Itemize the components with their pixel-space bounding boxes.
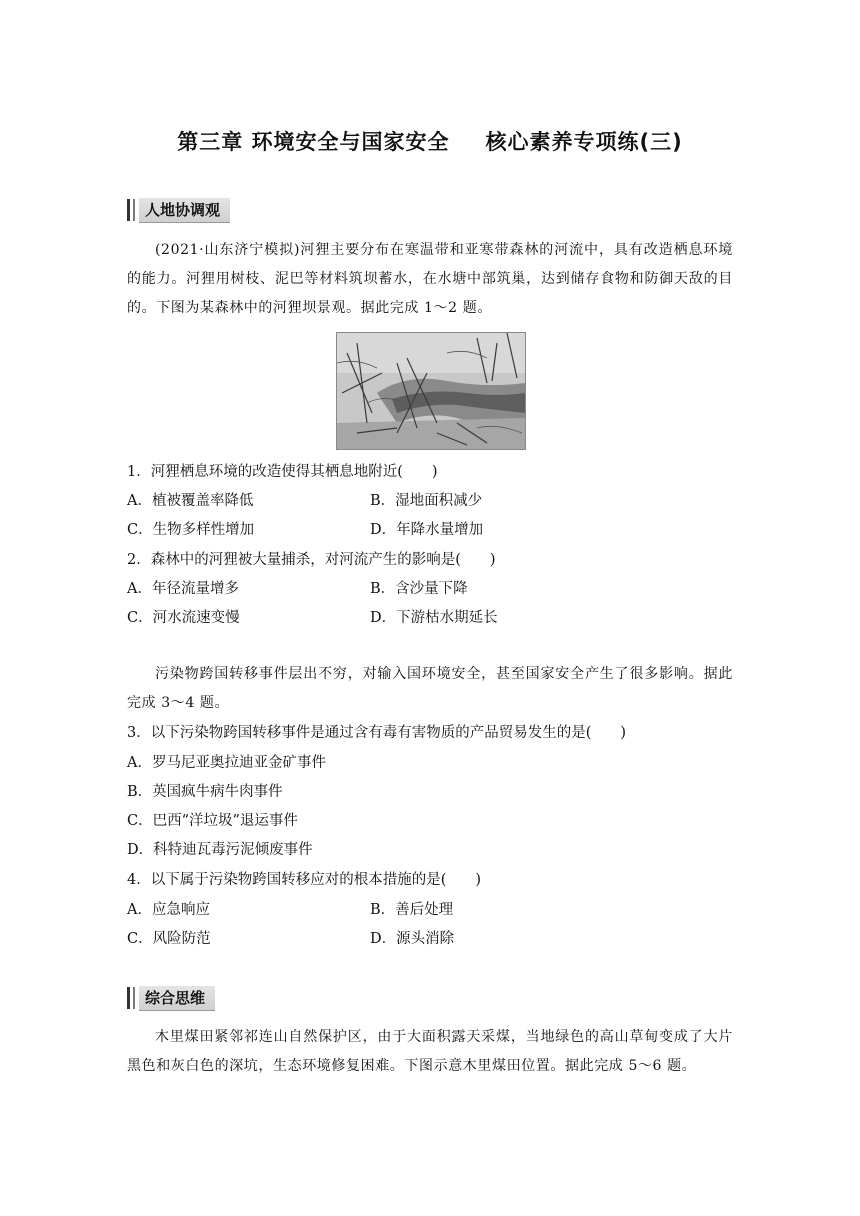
q4-option-b[interactable]: B．善后处理 xyxy=(370,902,454,918)
question-1: 1．河狸栖息环境的改造使得其栖息地附近( ) xyxy=(127,464,438,480)
q4-option-c[interactable]: C．风险防范 xyxy=(127,931,211,947)
question-4: 4．以下属于污染物跨国转移应对的根本措施的是( ) xyxy=(127,872,482,888)
section-tag-1 xyxy=(127,198,230,222)
intro-paragraph-3: 木里煤田紧邻祁连山自然保护区，由于大面积露天采煤，当地绿色的高山草甸变成了大片黑色和灰白色的深坑，生态环境修复困难。下图示意木里煤田位置。据此完成 5～6 题。 xyxy=(127,1029,733,1074)
intro-paragraph-2: 污染物跨国转移事件层出不穷，对输入国环境安全，甚至国家安全产生了很多影响。据此完成 3～4 题。 xyxy=(127,666,733,711)
q2-option-b[interactable]: B．含沙量下降 xyxy=(370,581,468,597)
q3-option-d[interactable]: D．科特迪瓦毒污泥倾废事件 xyxy=(127,842,313,858)
q2-option-c[interactable]: C．河水流速变慢 xyxy=(127,610,240,626)
section-tag-2 xyxy=(127,986,215,1010)
tag-bar xyxy=(133,199,135,221)
q1-option-c[interactable]: C．生物多样性增加 xyxy=(127,522,255,538)
q3-option-b[interactable]: B．英国疯牛病牛肉事件 xyxy=(127,784,283,800)
question-2: 2．森林中的河狸被大量捕杀，对河流产生的影响是( ) xyxy=(127,552,496,568)
page-title xyxy=(0,126,860,156)
beaver-dam-photo xyxy=(336,332,526,450)
q4-option-a[interactable]: A．应急响应 xyxy=(127,902,210,918)
tag-bar xyxy=(133,987,135,1009)
tag-bar xyxy=(127,199,130,221)
question-3: 3．以下污染物跨国转移事件是通过含有毒有害物质的产品贸易发生的是( ) xyxy=(127,725,627,741)
section-tag-label: 人地协调观 xyxy=(139,198,230,223)
q1-option-b[interactable]: B．湿地面积减少 xyxy=(370,493,483,509)
q3-option-a[interactable]: A．罗马尼亚奥拉迪亚金矿事件 xyxy=(127,755,326,771)
exercise-subtitle: 核心素养专项练(三) xyxy=(485,130,683,154)
intro-paragraph-1: (2021·山东济宁模拟)河狸主要分布在寒温带和亚寒带森林的河流中，具有改造栖息环境的能力。河狸用树枝、泥巴等材料筑坝蓄水，在水塘中部筑巢，达到储存食物和防御天敌的目的。下图为某森林中的河狸坝景观。据此完成 1～2 题。 xyxy=(127,242,733,316)
section-tag-label: 综合思维 xyxy=(139,986,215,1011)
q2-option-d[interactable]: D．下游枯水期延长 xyxy=(370,610,498,626)
chapter-title: 第三章 环境安全与国家安全 xyxy=(177,130,450,154)
q4-option-d[interactable]: D．源头消除 xyxy=(370,931,455,947)
q3-option-c[interactable]: C．巴西“洋垃圾”退运事件 xyxy=(127,813,298,829)
q2-option-a[interactable]: A．年径流量增多 xyxy=(127,581,239,597)
q1-option-a[interactable]: A．植被覆盖率降低 xyxy=(127,493,254,509)
q1-option-d[interactable]: D．年降水量增加 xyxy=(370,522,484,538)
tag-bar xyxy=(127,987,130,1009)
